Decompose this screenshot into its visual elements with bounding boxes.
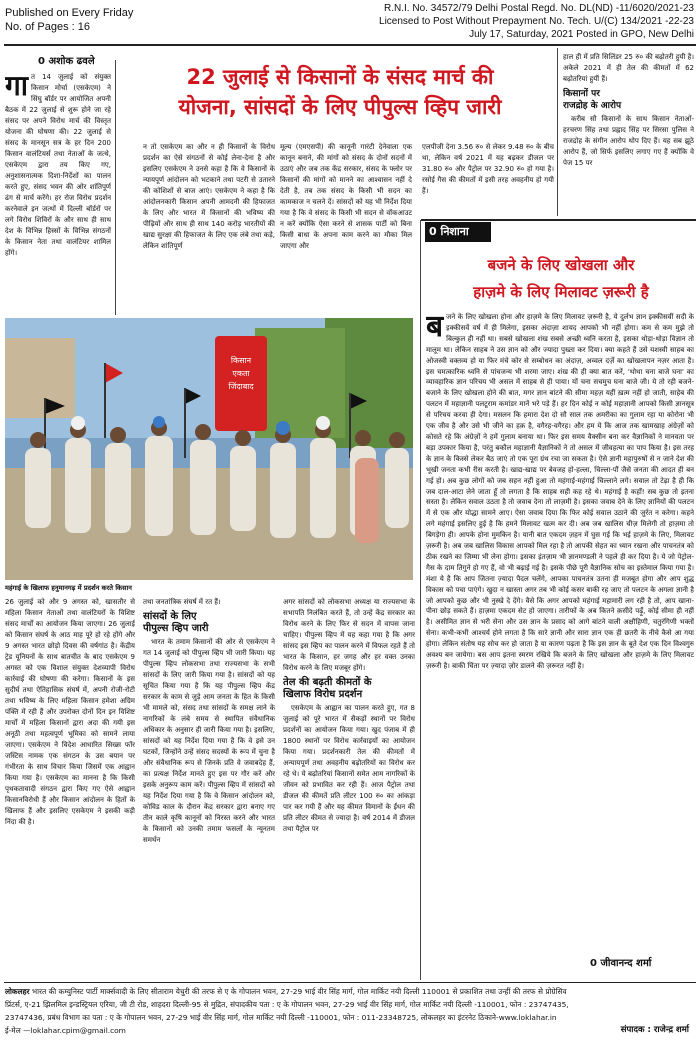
subhead-line: सांसदों के लिए xyxy=(143,611,197,622)
email-address: ई-मेल —loklahar.cpim@gmail.com xyxy=(5,1026,126,1035)
editorial-headline-line1: बजने के लिए खोखला और xyxy=(487,256,635,274)
imprint-line-2: प्रिंटर्स, ए-21 झिलमिल इन्डस्ट्रियल एरिया, जी टी रोड, शाहदरा दिल्ली-95 से मुद्रित, संपादकीय पता : ए के गोपालन भवन, 27-29 भाई वीर सिंह मार्ग, गोल मार्किट नयी दिल्ली -110001, फोन : 23747435, xyxy=(5,1000,569,1009)
lead-column-3: मूल्य (एमएसपी) की कानूनी गारंटी देनेवाला एक कानून बनाने, की मांगों को संसद के दोनों सदनों में उठाएं और जब तक केंद्र सरकार, संसद के फ्लोर पर किसानों की मांगों को मानने का आश्वासन नहीं दे देती है, तब तक संसद के किसी भी सदन का कामकाज न चलने दें। सांसदों को यह भी निर्देश दिया गया है कि वे संसद के किसी भी सदन से वॉकआउट न करें क्योंकि ऐसा करने से शासक पार्टी को बिना किसी बाधा के अपना काम करने का मौका मिल जाएगा और xyxy=(280,143,412,250)
footer-rule xyxy=(4,982,696,983)
imprint-line-4 xyxy=(5,1024,695,1037)
imprint-text: भारत की कम्युनिस्ट पार्टी मार्क्सवादी के लिए सीताराम येचुरी की तरफ से ए के गोपालन भवन, 27-29 भाई वीर सिंह मार्ग, गोल मार्किट नयी दिल्ली 110001 से प्रकाशित तथा उन्हीं की तरफ से प्रोग्रेसिव xyxy=(29,987,567,996)
editorial-byline: 0 जीवानन्द शर्मा xyxy=(590,958,652,969)
editorial-headline-line2: हाज़मे के लिए मिलावट ज़रूरी है xyxy=(473,283,649,301)
license-line: Licensed to Post Without Prepayment No. Tech. U/(C) 134/2021 -22-23 xyxy=(379,16,694,27)
editorial-body-text: जने के लिए खोखला होना और हाज़मे के लिए मिलावट ज़रूरी है, ये दुर्लभ ज्ञान इक्कीसवीं सदी के इक्कीसवें वर्ष में ही मिलेगा, इसका अंदाज़ा शायद आपको भी नहीं होगा। कम से कम मुझे तो बिल्कुल ही नहीं था। सबसे खोखला शंख सबसे अच्छी ध्वनि करता है, इसका थोड़ा-थोड़ा विज्ञान तो मालूम था। लेकिन साहब ने उस ज्ञान को और ज्यादा पुख्ता कर दिया। क्या कहते हैं उसे यशस्वी साहब का ओजस्वी वक्तव्य हो या फिर मंचे कोर से सम्बोधन का अंदाज़, अव्वल दर्ज़े का खोखलापन नज़र आता है। इस चमत्कारिक ध्वनि से पांचजन्य भी शरमा जाए। शंख की ही क्या बात करें, 'थोथा चना बाजे घना' का व्यावहारिक ज्ञान परिचय भी असल में साहब से ही पाया। यों चना सचमुच घना बाजे जी। ये तो रही बजने-बजाने के लिए खोखला होने की बात, मगर ज्ञान बांटने की सीमा महज़ यहीं ख़त्म नहीं हो जाती, साहेब की पलटन में महाज्ञानी पलटूराम कमांडर मानें भरे पड़े हैं। हर दिन कोई न कोई महाज्ञानी आपको किसी ज्ञानसूत्र से परिचय करवा ही देगा। मसलन कि हमारा देश दो सौ साल तक अमरीका का गुलाम रहा या कोरोना भी एक जीव है और उसे भी जीने का हक़ है, वगैरह-वगैरह। और हम ये कि आज तक खामखाह अंग्रेज़ों को कोसते रहे कि अंग्रेज़ों ने हमें गुलाम बनाया था। फिर इस समय वैक्सीन बना कर वैज्ञानिकों ने मानवता पर बड़ा उपकार किया है, परंतु बकौल महाज्ञानी वैज्ञानिकों ने तो असल में जीवहत्या का पाप किया है। इस तरह के ज्ञान के किस्से लेकर बैठ जाएं तो एक पूरा ग्रंथ रचा जा सकता है। ऐसे ज्ञानी महापुरुषों से न जाने देश की भूखी जनता कभी रीस करती है। खाद्य-खाद्य पर बेवजह हो-हल्ला, चिल्ला-पौं जैसे जनता की आदत ही बन गई हो। अब कुछ लोगों को जब सहन नहीं हुआ तो महंगाई-महंगाई चिल्लाने लगे। सवाल तो टेढ़ा है ही कि जब दाल-आटा लेने जाता हूँ तो लगता है कि साहब सही कह रहे थे। महंगाई है कहाँ! सब कुछ तो इतना सस्ता है। लेकिन सवाल उठता है तो जवाब देना तो लाज़मी है। इसका जवाब देने के लिए ज्ञानियों की पलटन में से एक और योद्धा सामने आए। ऐसा जवाब दिया कि फिर कोई सवाल उठाने की जुर्रत न करेगा। कहने लगे महंगाई इसलिए हुई है कि हमने मिलावट खत्म कर दी। अब जब खालिस चीज़ मिलेगी तो हाज़मा तो बिगड़ेगा ही। आपके होना मुमकिन है। यानी बात एकदम ज़हन में घुस गई कि भई हाज़मे के लिए, मिलावट ज़रूरी है। अब जब खालिस विकास आपको मिल रहा है तो आपकी सेहत का ध्यान रखना और पाचनतंत्र को ठीक रखने का जिम्मा भी लेना होगा। इसका इंतज़ाम भी ज्ञानमण्डली ने पहले ही कर दिया है। ये जो पेट्रोल-गैस के दाम तिगुने हो गए हैं, वो भी बढ़ाई गई है। इसके पीछे पूरी वैज्ञानिक सोच का इस्तेमाल किया गया है। मंशा ये है कि आप जितना ज़्यादा पैदल चलेंगे, आपका पाचनतंत्र उतना ही मजबूत होगा और आप शुद्ध विकास को पचा पाएंगे। खुदा न खास्ता अगर तब भी कोई कसर बाकी रह जाए तो पलटन के अगला ज्ञानी है जो आपको कुछ और भी नुस्खे दे देंगे। वैसे कि अगर आपको महंगाई महामारी लग रही है तो, आप खाना-पीना छोड़ सकते हैं। हाज़मा एकदम सेट हो जाएगा। तारीफों के अब कितने क़सीदे पढ़ूँ, कोई सीमा ही नहीं है। असीमित ज्ञान से भरी सेना और उस ज्ञान के प्रसाद को आगे बांटने वाली अक्षौहिणी, चतुरंगिणी भक्तों सेना। कभी-कभी आश्चर्य होने लगता है कि सारे ज्ञानी और सारा ज्ञान एक ही छतरी के नीचे कैसे आ गया होगा। लेकिन संतोष यह सोच कर हो जाता है या कारण पढ़ता है कि इस ज्ञान के बूते देश एक दिन विश्वगुरु अवश्य बन जायेगा। बस आप इतना स्मरण रखिये कि बजने के लिए खोखला और हाज़मे के लिए मिलावट ज़रूरी है। बाकी चिंता पर ज़्यादा ज़ोर डालने की ज़रूरत नहीं है। xyxy=(426,313,694,670)
editorial-section-label: 0 निशाना xyxy=(425,222,491,242)
publication-frequency: Published on Every Friday xyxy=(5,7,134,19)
lead-column-1-text: त 14 जुलाई को संयुक्त किसान मोर्चा (एसकेएम) ने सिंघु बॉर्डर पर आयोजित अपनी बैठक में 22 जुलाई से शुरू होने जा रहे संसद पर अपने विरोध मार्च की विस्तृत योजना की घोषणा की। 22 जुलाई से संसद के मानसून सत्र के हर दिन 200 किसान वालंटियर्स तथा नेताओं के जत्थे, एसकेएम द्वारा तय किए गए, अनुशासनात्मक दिशा-निर्देशों का पालन करते हुए, संसद भवन की ओर शांतिपूर्ण ढंग से मार्च करेंगे। हर रोज विरोध प्रदर्शन करनेवाले इन जत्थों में दिल्ली बॉर्डरों पर लगे विरोध शिविरों के और साथ ही साथ देश के विभिन्न हिस्सों के विभिन्न संगठनों के किसान नेता तथा वालंटियर शामिल होंगे। xyxy=(5,73,111,257)
page-count: No. of Pages : 16 xyxy=(5,21,90,33)
imprint-line-1 xyxy=(5,985,695,998)
masthead-rule xyxy=(4,44,696,46)
column-divider xyxy=(557,48,558,216)
lead-dropcap: गा xyxy=(5,72,29,102)
lower-column-3-body: एसकेएम के आह्वान का पालन करते हुए, गत 8 जुलाई को पूरे भारत में सैकड़ों स्थानों पर विरोध प्रदर्शनों का आयोजन किया गया। खुद पंजाब में ही 1800 स्थानों पर विरोध कार्रवाइयों का आयोजन किया गया। प्रदर्शनकारी तेल की कीमतों में अन्यायपूर्ण तथा अवहनीय बढ़ोतरियों का विरोध कर रहे थे। ये बढ़ोतरियां किसानों समेत आम नागरिकों के जीवन को प्रभावित कर रही हैं। आज पैट्रोल तथा डीजल की कीमतें प्रति लीटर 100 रु० का आंकड़ा पार कर गयी हैं और यह कीमत विमानों के ईंधन की प्रति लीटर कीमत से ज्यादा है। वर्ष 2014 में डीजल तथा पैट्रोल पर xyxy=(283,704,415,833)
editor-credit: संपादक : राजेन्द्र शर्मा xyxy=(620,1025,689,1035)
lead-column-5-subhead xyxy=(563,88,694,112)
lead-column-1 xyxy=(5,72,111,312)
editorial-dropcap: ब xyxy=(426,312,444,344)
lower-column-2-body: भारत के तमाम किसानों की ओर से एसकेएम ने गत 14 जुलाई को पीपुल्स व्हिप भी जारी किया। यह पीपुल्स व्हिप लोकसभा तथा राज्यसभा के सभी सांसदों के लिए जारी किया गया है। सांसदों को यह सूचित किया गया है कि यह पीपुल्स व्हिप केंद्र सरकार के काम से जुड़े आम जनता के हित के किसी भी मामले को, संसद तथा सांसदों के समक्ष लाने के नागरिकों के लंबे समय से स्थापित संवैधानिक अधिकार के अनुसार ही जारी किया गया है। इसलिए, सांसदों को यह निर्देश दिया गया है कि वे इसे उन घटकों, जिन्होंने उन्हें संसद सदस्यों के रूप में चुना है और संवैधानिक रूप से जिनके प्रति वे जवाबदेह हैं, का प्रत्यक्ष निर्देश मानते हुए इस पर गौर करें और इसके अनुरूप काम करें। पीपुल्स व्हिप में सांसदों को यह निर्देश दिया गया है कि वे किसान आंदोलन को, कोविड काल के दौरान केंद्र सरकार द्वारा बनाए गए तीन काले कृषि कानूनों को निरस्त करने और भारत के किसानों को उनकी तमाम फसलों के न्यूनतम समर्थन xyxy=(143,638,275,844)
imprint-line-3: 23747436, प्रबंध विभाग का पता : ए के गोपालन भवन, 27-29 भाई वीर सिंह मार्ग, गोल मार्किट नयी दिल्ली -110001, फोन : 011-23348725, लोकलहर का इंटरनेट ठिकाने-www.loklahar.in xyxy=(5,1013,557,1022)
subhead-line: तेल की बढ़ती कीमतों के xyxy=(283,677,372,688)
masthead-right xyxy=(254,2,694,41)
lower-column-2 xyxy=(143,597,275,975)
lead-headline xyxy=(140,62,540,122)
editorial-body xyxy=(426,312,694,952)
subhead-line: खिलाफ विरोध प्रदर्शन xyxy=(283,689,363,700)
subhead-line: पीपुल्स व्हिप जारी xyxy=(143,623,209,634)
banner-text: किसान xyxy=(230,356,252,365)
lead-column-5-text: हाल ही में प्रति सिलिंडर 25 रु० की बढ़ोतरी हुयी है। अकेले 2021 में ही तेल की कीमतों में 62 बढ़ोतरियां हुयीं हैं। xyxy=(563,53,694,83)
registration-line: R.N.I. No. 34572/79 Delhi Postal Regd. No. DL(ND) -11/6020/2021-23 xyxy=(384,3,694,14)
masthead-left xyxy=(5,6,133,34)
lower-column-3 xyxy=(283,597,415,980)
subhead-line: राजद्रोह के आरोप xyxy=(563,101,622,111)
editorial-top-rule xyxy=(421,219,696,221)
photo-caption: महंगाई के खिलाफ हनुमानगढ़ में प्रदर्शन करते किसान xyxy=(5,584,132,592)
banner-text: एकता xyxy=(232,369,250,378)
date-line: July 17, Saturday, 2021 Posted in GPO, New Delhi xyxy=(469,29,694,40)
lower-column-1: 26 जुलाई को और 9 अगस्त को, खासतौर से महिला किसान नेताओं तथा वालंटियरों के विशिष्ट संसद मार्चों का आयोजन किया जाएगा। 26 जुलाई को किसान संघर्ष के आठ माह पूरे हो रहे होंगे और 9 अगस्त भारत छोड़ो दिवस की वर्षगांठ है। केंद्रीय ट्रेड यूनियनों के साथ बातचीत के बाद एसकेएम 9 अगस्त को एक विशाल संयुक्त देशव्यापी विरोध कार्रवाई की घोषणा की करेगा। किसानों के इस सुदीर्घ तथा ऐतिहासिक संघर्ष में, अपनी रोजी-रोटी तथा भविष्य के लिए महिला किसान हमेशा अग्रिम पंक्ति में रही हैं और उपरोक्त दोनों दिन इन विशिष्ट मार्चों में महिला किसानों द्वारा अदा की गयी इस अनूठी तथा महत्वपूर्ण भूमिका को सामने लाया जाएगा। एसकेएम ने विदेश आधारित सिख्स फॉर जस्टिस नामक एक संगठन के उस बयान पर गंभीरता के साथ विचार किया जिसमें एक आह्वान किया गया है। एसकेएम का मानना है कि किसी पृथकतावादी संगठन द्वारा किए गए ऐसे आह्वान किसानविरोधी हैं और किसान आंदोलन के हितों के खिलाफ हैं और इसलिए एसकेएम ने इसकी कड़ी निंदा की है। xyxy=(5,598,135,826)
lead-headline-line1: 22 जुलाई से किसानों के संसद मार्च की xyxy=(186,65,494,89)
imprint-footer xyxy=(5,985,695,1037)
lead-author: 0 अशोक ढवले xyxy=(38,56,95,67)
lead-column-5 xyxy=(563,52,694,220)
lead-column-5-body: करीब सौ किसानों के साथ किसान नेताओं-हरचरण सिंह तथा प्रह्लाद सिंह पर सिरसा पुलिस ने राजद्रोह के संगीन आरोप थोप दिए हैं। यह सब झूठे आरोप हैं, जो सिर्फ इसलिए लगाए गए हैं क्योंकि वे पेज 15 पर xyxy=(563,115,694,167)
protest-photo xyxy=(5,318,413,580)
lead-column-4: एलपीजी देना 3.56 रु० से लेकर 9.48 रु० के बीच था, लेकिन वर्ष 2021 में यह बढ़कर डीजल पर 31.80 रु० और पैट्रोल पर 32.90 रु० हो गया है। रसोई गैस की कीमतों में इसी तरह अवहनीय हो गयी हैं। xyxy=(422,143,554,195)
subhead-line: किसानों पर xyxy=(563,89,600,99)
subhead-mps-whip xyxy=(143,611,275,635)
lead-column-2: न तो एसकेएम का और न ही किसानों के विरोध प्रदर्शन का ऐसे संगठनों से कोई लेना-देना है और इसलिए एसकेएम ने उनसे कहा है कि वे किसानों के न्यायपूर्ण आंदोलन को भटकाने तथा पटरी से उतारने की कोशिशों से बाज आएं। एसकेएम ने कहा है कि आंदोलनकारी किसान अपनी आमदनी की हिफाजत के लिए और भारत में किसानों की भविष्य की पीढ़ियों और साथ ही साथ 140 करोड़ भारतीयों की खाद्य सुरक्षा की हिफाजत के लिए एक लंबे तथा कड़े, लेकिन शांतिपूर्ण xyxy=(143,143,275,250)
column-divider xyxy=(115,60,116,315)
lead-headline-line2: योजना, सांसदों के लिए पीपुल्स व्हिप जारी xyxy=(178,95,502,119)
subhead-oil-prices xyxy=(283,677,415,701)
editorial-headline xyxy=(428,252,694,306)
lower-column-2-intro: तथा जनतांत्रिक संघर्ष में रत हैं। xyxy=(143,598,221,606)
publication-name: लोकलहर xyxy=(5,987,30,996)
banner-text: जिंदाबाद xyxy=(228,382,254,391)
lower-column-3-intro: अगर सांसदों को लोकसभा अध्यक्ष या राज्यसभा के सभापति निलंबित करते हैं, तो उन्हें केंद्र सरकार का विरोध करने के लिए फिर से सदन में वापस जाना चाहिए। पीपुल्स व्हिप में यह कहा गया है कि अगर सांसद इस व्हिप का पालन करने में विफल रहते हैं तो भारत के किसान, हर जगह और हर वक्त उनका विरोध करने के लिए मजबूर होंगे। xyxy=(283,598,415,672)
column-divider xyxy=(420,220,421,980)
protest-photo-illustration xyxy=(5,318,413,580)
